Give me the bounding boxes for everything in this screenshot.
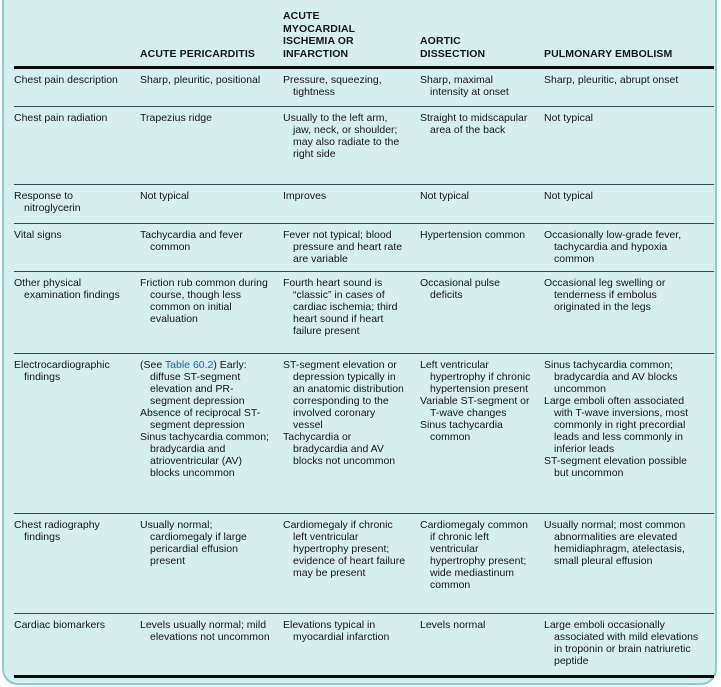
table-bottom-rule [14,675,714,678]
table-row [14,66,714,106]
table-cell [283,224,420,271]
table-cell [283,614,420,675]
table-cell [140,354,283,513]
row-label-text: Chest pain radiation [14,112,108,124]
cell-paragraph: (See Table 60.2) Early: diffuse ST-segment elevation and PR-segment depression [140,359,247,407]
row-label-text: Chest pain description [14,74,118,86]
row-label-text: Electrocardiographic findings [14,359,110,383]
cell-paragraph: Elevations typical in myocardial infarction [283,619,390,643]
cell-paragraph: Sharp, pleuritic, abrupt onset [544,74,679,86]
chest-pain-comparison-table [14,10,714,678]
cell-paragraph: Occasional pulse deficits [420,277,500,301]
table-cell [283,514,420,613]
table-header-row [14,10,714,66]
cell-paragraph: Cardiomegaly common if chronic left ventricular hypertrophy present; wide mediastinum common [420,519,528,591]
table-cell [283,272,420,353]
cell-paragraph: Fever not typical; blood pressure and heart rate are variable [283,229,403,265]
cell-paragraph: Improves [283,190,327,202]
comparison-table-card [2,0,717,685]
cell-paragraph: Sinus tachycardia common; bradycardia and atrioventricular (AV) blocks uncommon [140,431,269,479]
table-cell [544,354,714,513]
row-label [14,514,140,613]
column-header-pulmonary-embolism: PULMONARY EMBOLISM [544,47,673,60]
table-cell [420,185,544,223]
row-label [14,614,140,675]
table-row [14,613,714,675]
cell-paragraph: Straight to midscapular area of the back [420,112,528,136]
table-body [14,66,714,675]
table-cell [544,614,714,675]
table-row [14,353,714,513]
table-cell [544,224,714,271]
table-cell [140,224,283,271]
cell-paragraph: Sharp, pleuritic, positional [140,74,261,86]
column-header-acute-pericarditis: ACUTE PERICARDITIS [140,47,255,60]
cell-paragraph: Not typical [544,112,594,124]
cell-paragraph: Not typical [544,190,594,202]
row-label-text: Chest radiography findings [14,519,100,543]
table-cell [283,107,420,184]
cell-paragraph: Friction rub common during course, though less common on initial evaluation [140,277,268,325]
table-cell [420,224,544,271]
cell-paragraph: Absence of reciprocal ST-segment depression [140,407,261,431]
column-header-aortic-dissection: AORTIC DISSECTION [420,35,486,60]
table-cell [544,272,714,353]
row-label-text: Other physical examination findings [14,277,120,301]
table-cell [420,272,544,353]
cell-paragraph: Hypertension common [420,229,526,241]
table-cell [283,185,420,223]
cell-paragraph: Occasionally low-grade fever, tachycardia and hypoxia common [544,229,682,265]
row-label [14,354,140,513]
cell-paragraph: Fourth heart sound is “classic” in cases of cardiac ischemia; third heart sound if heart failure present [283,277,398,337]
table-cell [420,69,544,106]
table-cell [140,185,283,223]
table-cell [140,514,283,613]
row-label-text: Cardiac biomarkers [14,619,106,631]
table-cell [544,69,714,106]
cell-paragraph: ST-segment elevation possible but uncommon [544,455,687,479]
table-row [14,223,714,271]
column-header-blank [14,60,140,66]
table-cell [544,107,714,184]
table-cell [420,354,544,513]
table-cell [140,69,283,106]
cell-paragraph: Not typical [420,190,470,202]
row-label [14,69,140,106]
cell-paragraph: Usually normal; most common abnormalities are elevated hemidiaphragm, atelectasis, small pleural effusion [544,519,686,567]
table-cell [544,185,714,223]
row-label-text: Vital signs [14,229,62,241]
table-cell [420,107,544,184]
cell-paragraph: Usually to the left arm, jaw, neck, or shoulder; may also radiate to the right side [283,112,400,160]
cell-paragraph: Large emboli often associated with T-wave inversions, most commonly in right precordial leads and less commonly in inferior leads [544,395,689,455]
row-label-text: Response to nitroglycerin [14,190,81,214]
cell-paragraph: Trapezius ridge [140,112,212,124]
cell-paragraph: Variable ST-segment or T-wave changes [420,395,530,419]
cell-paragraph: ST-segment elevation or depression typically in an anatomic distribution corresponding to the involved coronary vessel [283,359,404,431]
table-row [14,184,714,223]
table-cell [140,614,283,675]
cell-paragraph: Sinus tachycardia common [420,419,503,443]
table-cell [140,107,283,184]
cell-paragraph: Left ventricular hypertrophy if chronic hypertension present [420,359,531,395]
cell-paragraph: Sinus tachycardia common; bradycardia and AV blocks uncommon [544,359,678,395]
cell-paragraph: Tachycardia and fever common [140,229,243,253]
cell-paragraph: Levels usually normal; mild elevations not uncommon [140,619,270,643]
cell-paragraph: Large emboli occasionally associated with mild elevations in troponin or brain natriuretic peptide [544,619,699,667]
row-label [14,185,140,223]
column-header-acute-myocardial-ischemia-or-infarction: ACUTE MYOCARDIAL ISCHEMIA OR INFARCTION [283,10,355,60]
row-label [14,272,140,353]
table-cell [544,514,714,613]
table-60-2-link[interactable]: Table 60.2 [164,359,214,371]
cell-paragraph: Levels normal [420,619,486,631]
table-row [14,513,714,613]
cell-paragraph: Not typical [140,190,190,202]
table-cell [283,354,420,513]
cell-paragraph: Usually normal; cardiomegaly if large pericardial effusion present [140,519,247,567]
table-cell [420,514,544,613]
row-label [14,224,140,271]
table-cell [420,614,544,675]
table-cell [283,69,420,106]
cell-paragraph: Sharp, maximal intensity at onset [420,74,509,98]
cell-paragraph: Occasional leg swelling or tenderness if embolus originated in the legs [544,277,666,313]
cell-paragraph: Cardiomegaly if chronic left ventricular hypertrophy present; evidence of heart failure may be present [283,519,406,579]
cell-paragraph: Tachycardia or bradycardia and AV blocks not uncommon [283,431,396,467]
row-label [14,107,140,184]
table-row [14,106,714,184]
cell-paragraph: Pressure, squeezing, tightness [283,74,382,98]
table-cell [140,272,283,353]
table-row [14,271,714,353]
